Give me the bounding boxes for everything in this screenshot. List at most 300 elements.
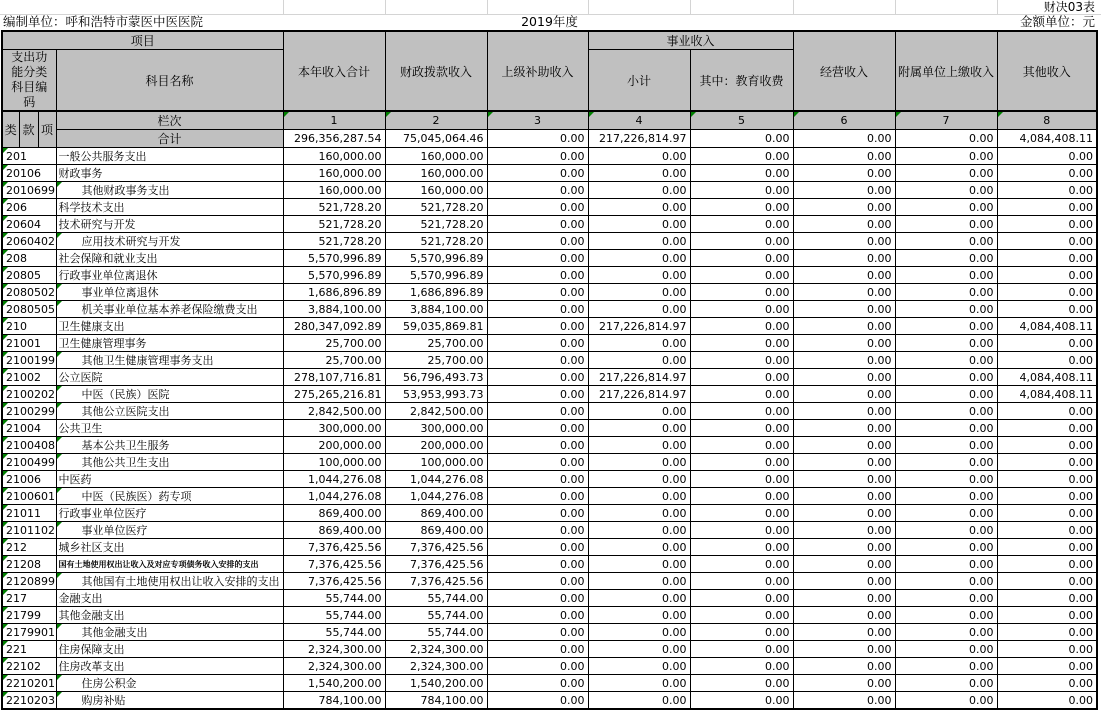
value-cell[interactable]: 55,744.00	[385, 607, 487, 624]
function-code-cell[interactable]: 2210203	[2, 692, 56, 710]
value-cell[interactable]: 0.00	[588, 641, 690, 658]
value-cell[interactable]: 7,376,425.56	[385, 573, 487, 590]
value-cell[interactable]: 0.00	[997, 658, 1097, 675]
value-cell[interactable]: 200,000.00	[283, 437, 385, 454]
value-cell[interactable]: 0.00	[895, 352, 997, 369]
value-cell[interactable]: 0.00	[487, 403, 588, 420]
header-project[interactable]: 项目	[2, 31, 283, 50]
value-cell[interactable]: 0.00	[895, 607, 997, 624]
value-cell[interactable]: 0.00	[793, 692, 895, 710]
value-cell[interactable]: 0.00	[487, 420, 588, 437]
value-cell[interactable]: 0.00	[487, 369, 588, 386]
subject-name-cell[interactable]: 住房改革支出	[56, 658, 283, 675]
function-code-cell[interactable]: 20805	[2, 267, 56, 284]
value-cell[interactable]: 0.00	[895, 641, 997, 658]
value-cell[interactable]: 0.00	[690, 386, 793, 403]
value-cell[interactable]: 0.00	[690, 505, 793, 522]
value-cell[interactable]: 0.00	[487, 539, 588, 556]
function-code-cell[interactable]: 2010699	[2, 182, 56, 199]
function-code-cell[interactable]: 21799	[2, 607, 56, 624]
value-cell[interactable]: 56,796,493.73	[385, 369, 487, 386]
value-cell[interactable]: 0.00	[588, 250, 690, 267]
subject-name-cell[interactable]: 技术研究与开发	[56, 216, 283, 233]
value-cell[interactable]: 0.00	[895, 233, 997, 250]
value-cell[interactable]: 2,842,500.00	[283, 403, 385, 420]
total-row-label[interactable]: 合计	[56, 130, 283, 148]
value-cell[interactable]: 0.00	[690, 352, 793, 369]
value-cell[interactable]: 0.00	[487, 284, 588, 301]
value-cell[interactable]: 0.00	[895, 165, 997, 182]
value-cell[interactable]: 0.00	[793, 471, 895, 488]
subject-name-cell[interactable]: 事业单位离退休	[56, 284, 283, 301]
value-cell[interactable]: 0.00	[997, 556, 1097, 573]
subject-name-cell[interactable]: 金融支出	[56, 590, 283, 607]
header-operating-income[interactable]: 经营收入	[793, 31, 895, 111]
value-cell[interactable]: 0.00	[793, 403, 895, 420]
value-cell[interactable]: 521,728.20	[385, 216, 487, 233]
function-code-cell[interactable]: 217	[2, 590, 56, 607]
value-cell[interactable]: 0.00	[690, 607, 793, 624]
total-value-cell[interactable]: 0.00	[487, 130, 588, 148]
value-cell[interactable]: 784,100.00	[385, 692, 487, 710]
value-cell[interactable]: 0.00	[997, 607, 1097, 624]
value-cell[interactable]: 0.00	[895, 522, 997, 539]
value-cell[interactable]: 0.00	[487, 658, 588, 675]
value-cell[interactable]: 0.00	[997, 454, 1097, 471]
value-cell[interactable]: 0.00	[793, 369, 895, 386]
value-cell[interactable]: 0.00	[690, 675, 793, 692]
function-code-cell[interactable]: 2060402	[2, 233, 56, 250]
value-cell[interactable]: 0.00	[997, 284, 1097, 301]
value-cell[interactable]: 0.00	[895, 488, 997, 505]
value-cell[interactable]: 0.00	[793, 216, 895, 233]
value-cell[interactable]: 280,347,092.89	[283, 318, 385, 335]
function-code-cell[interactable]: 221	[2, 641, 56, 658]
value-cell[interactable]: 0.00	[895, 318, 997, 335]
value-cell[interactable]: 784,100.00	[283, 692, 385, 710]
value-cell[interactable]: 0.00	[487, 165, 588, 182]
value-cell[interactable]: 0.00	[793, 607, 895, 624]
value-cell[interactable]: 521,728.20	[385, 233, 487, 250]
value-cell[interactable]: 0.00	[997, 573, 1097, 590]
function-code-cell[interactable]: 21006	[2, 471, 56, 488]
value-cell[interactable]: 0.00	[997, 675, 1097, 692]
value-cell[interactable]: 0.00	[895, 182, 997, 199]
value-cell[interactable]: 0.00	[690, 420, 793, 437]
value-cell[interactable]: 0.00	[690, 216, 793, 233]
value-cell[interactable]: 2,324,300.00	[385, 641, 487, 658]
value-cell[interactable]: 0.00	[895, 148, 997, 165]
value-cell[interactable]: 869,400.00	[385, 522, 487, 539]
value-cell[interactable]: 0.00	[588, 590, 690, 607]
value-cell[interactable]: 300,000.00	[385, 420, 487, 437]
column-number-4[interactable]: 4	[588, 111, 690, 130]
value-cell[interactable]: 0.00	[487, 216, 588, 233]
value-cell[interactable]: 1,044,276.08	[385, 488, 487, 505]
function-code-cell[interactable]: 2100601	[2, 488, 56, 505]
subject-name-cell[interactable]: 社会保障和就业支出	[56, 250, 283, 267]
total-value-cell[interactable]: 0.00	[895, 130, 997, 148]
value-cell[interactable]: 0.00	[997, 692, 1097, 710]
value-cell[interactable]: 5,570,996.89	[385, 250, 487, 267]
value-cell[interactable]: 0.00	[895, 284, 997, 301]
value-cell[interactable]: 0.00	[895, 573, 997, 590]
value-cell[interactable]: 0.00	[487, 505, 588, 522]
value-cell[interactable]: 0.00	[895, 454, 997, 471]
value-cell[interactable]: 25,700.00	[283, 335, 385, 352]
value-cell[interactable]: 0.00	[997, 165, 1097, 182]
value-cell[interactable]: 0.00	[690, 403, 793, 420]
value-cell[interactable]: 25,700.00	[385, 352, 487, 369]
value-cell[interactable]: 0.00	[793, 539, 895, 556]
value-cell[interactable]: 0.00	[690, 335, 793, 352]
subject-name-cell[interactable]: 应用技术研究与开发	[56, 233, 283, 250]
value-cell[interactable]: 521,728.20	[283, 199, 385, 216]
column-number-1[interactable]: 1	[283, 111, 385, 130]
value-cell[interactable]: 0.00	[895, 437, 997, 454]
value-cell[interactable]: 4,084,408.11	[997, 386, 1097, 403]
value-cell[interactable]: 1,686,896.89	[385, 284, 487, 301]
subject-name-cell[interactable]: 中医（民族医）药专项	[56, 488, 283, 505]
value-cell[interactable]: 0.00	[895, 471, 997, 488]
value-cell[interactable]: 5,570,996.89	[283, 267, 385, 284]
total-value-cell[interactable]: 75,045,064.46	[385, 130, 487, 148]
value-cell[interactable]: 4,084,408.11	[997, 318, 1097, 335]
subject-name-cell[interactable]: 一般公共服务支出	[56, 148, 283, 165]
header-business-income-group[interactable]: 事业收入	[588, 31, 793, 50]
value-cell[interactable]: 55,744.00	[385, 624, 487, 641]
value-cell[interactable]: 55,744.00	[283, 607, 385, 624]
value-cell[interactable]: 0.00	[997, 335, 1097, 352]
value-cell[interactable]: 0.00	[793, 556, 895, 573]
value-cell[interactable]: 0.00	[895, 216, 997, 233]
value-cell[interactable]: 0.00	[793, 267, 895, 284]
total-value-cell[interactable]: 217,226,814.97	[588, 130, 690, 148]
value-cell[interactable]: 0.00	[690, 250, 793, 267]
total-value-cell[interactable]: 0.00	[690, 130, 793, 148]
subject-name-cell[interactable]: 机关事业单位基本养老保险缴费支出	[56, 301, 283, 318]
value-cell[interactable]: 0.00	[997, 624, 1097, 641]
value-cell[interactable]: 0.00	[487, 148, 588, 165]
value-cell[interactable]: 0.00	[588, 199, 690, 216]
function-code-cell[interactable]: 22102	[2, 658, 56, 675]
function-code-cell[interactable]: 2100299	[2, 403, 56, 420]
value-cell[interactable]: 0.00	[588, 216, 690, 233]
subject-name-cell[interactable]: 住房公积金	[56, 675, 283, 692]
value-cell[interactable]: 0.00	[895, 539, 997, 556]
value-cell[interactable]: 869,400.00	[283, 522, 385, 539]
subject-name-cell[interactable]: 其他卫生健康管理事务支出	[56, 352, 283, 369]
value-cell[interactable]: 0.00	[895, 335, 997, 352]
function-code-cell[interactable]: 206	[2, 199, 56, 216]
value-cell[interactable]: 3,884,100.00	[283, 301, 385, 318]
value-cell[interactable]: 0.00	[793, 318, 895, 335]
value-cell[interactable]: 0.00	[793, 437, 895, 454]
value-cell[interactable]: 0.00	[487, 556, 588, 573]
subject-name-cell[interactable]: 卫生健康管理事务	[56, 335, 283, 352]
value-cell[interactable]: 0.00	[588, 437, 690, 454]
subject-name-cell[interactable]: 其他金融支出	[56, 624, 283, 641]
value-cell[interactable]: 100,000.00	[385, 454, 487, 471]
total-value-cell[interactable]: 0.00	[793, 130, 895, 148]
value-cell[interactable]: 0.00	[487, 437, 588, 454]
header-fiscal-income[interactable]: 财政拨款收入	[385, 31, 487, 111]
value-cell[interactable]: 0.00	[690, 182, 793, 199]
value-cell[interactable]: 0.00	[793, 335, 895, 352]
value-cell[interactable]: 5,570,996.89	[385, 267, 487, 284]
value-cell[interactable]: 0.00	[588, 165, 690, 182]
value-cell[interactable]: 0.00	[690, 692, 793, 710]
value-cell[interactable]: 0.00	[793, 182, 895, 199]
header-superior-subsidy[interactable]: 上级补助收入	[487, 31, 588, 111]
value-cell[interactable]: 0.00	[588, 403, 690, 420]
value-cell[interactable]: 0.00	[690, 199, 793, 216]
value-cell[interactable]: 0.00	[997, 437, 1097, 454]
value-cell[interactable]: 0.00	[793, 675, 895, 692]
column-number-3[interactable]: 3	[487, 111, 588, 130]
value-cell[interactable]: 55,744.00	[283, 624, 385, 641]
value-cell[interactable]: 0.00	[487, 624, 588, 641]
function-code-cell[interactable]: 21011	[2, 505, 56, 522]
value-cell[interactable]: 0.00	[997, 301, 1097, 318]
value-cell[interactable]: 0.00	[487, 335, 588, 352]
value-cell[interactable]: 0.00	[588, 148, 690, 165]
value-cell[interactable]: 0.00	[793, 250, 895, 267]
function-code-cell[interactable]: 212	[2, 539, 56, 556]
value-cell[interactable]: 0.00	[588, 539, 690, 556]
header-lanci[interactable]: 栏次	[56, 111, 283, 130]
value-cell[interactable]: 0.00	[997, 539, 1097, 556]
value-cell[interactable]: 7,376,425.56	[385, 556, 487, 573]
value-cell[interactable]: 0.00	[793, 590, 895, 607]
value-cell[interactable]: 0.00	[487, 607, 588, 624]
value-cell[interactable]: 0.00	[793, 454, 895, 471]
value-cell[interactable]: 0.00	[690, 148, 793, 165]
total-value-cell[interactable]: 296,356,287.54	[283, 130, 385, 148]
value-cell[interactable]: 0.00	[997, 216, 1097, 233]
value-cell[interactable]: 0.00	[793, 284, 895, 301]
value-cell[interactable]: 0.00	[895, 386, 997, 403]
value-cell[interactable]: 0.00	[793, 233, 895, 250]
value-cell[interactable]: 0.00	[588, 284, 690, 301]
value-cell[interactable]: 0.00	[487, 318, 588, 335]
subject-name-cell[interactable]: 事业单位医疗	[56, 522, 283, 539]
value-cell[interactable]: 4,084,408.11	[997, 369, 1097, 386]
function-code-cell[interactable]: 2080505	[2, 301, 56, 318]
value-cell[interactable]: 0.00	[487, 199, 588, 216]
value-cell[interactable]: 7,376,425.56	[283, 539, 385, 556]
value-cell[interactable]: 0.00	[588, 352, 690, 369]
function-code-cell[interactable]: 2210201	[2, 675, 56, 692]
value-cell[interactable]: 0.00	[487, 522, 588, 539]
value-cell[interactable]: 0.00	[793, 624, 895, 641]
value-cell[interactable]: 0.00	[895, 624, 997, 641]
subject-name-cell[interactable]: 基本公共卫生服务	[56, 437, 283, 454]
subject-name-cell[interactable]: 公立医院	[56, 369, 283, 386]
subject-name-cell[interactable]: 其他国有土地使用权出让收入安排的支出	[56, 573, 283, 590]
value-cell[interactable]: 0.00	[690, 284, 793, 301]
value-cell[interactable]: 0.00	[997, 471, 1097, 488]
subject-name-cell[interactable]: 购房补贴	[56, 692, 283, 710]
value-cell[interactable]: 0.00	[690, 165, 793, 182]
value-cell[interactable]: 0.00	[588, 658, 690, 675]
value-cell[interactable]: 7,376,425.56	[283, 556, 385, 573]
value-cell[interactable]: 0.00	[690, 318, 793, 335]
value-cell[interactable]: 0.00	[588, 471, 690, 488]
value-cell[interactable]: 0.00	[690, 369, 793, 386]
value-cell[interactable]: 0.00	[997, 505, 1097, 522]
value-cell[interactable]: 0.00	[487, 182, 588, 199]
value-cell[interactable]: 0.00	[793, 199, 895, 216]
value-cell[interactable]: 1,044,276.08	[283, 471, 385, 488]
value-cell[interactable]: 217,226,814.97	[588, 386, 690, 403]
subject-name-cell[interactable]: 行政事业单位离退休	[56, 267, 283, 284]
subject-name-cell[interactable]: 公共卫生	[56, 420, 283, 437]
value-cell[interactable]: 5,570,996.89	[283, 250, 385, 267]
value-cell[interactable]: 0.00	[487, 590, 588, 607]
function-code-cell[interactable]: 2100408	[2, 437, 56, 454]
value-cell[interactable]: 0.00	[588, 675, 690, 692]
value-cell[interactable]: 0.00	[997, 488, 1097, 505]
value-cell[interactable]: 0.00	[588, 182, 690, 199]
value-cell[interactable]: 0.00	[487, 573, 588, 590]
function-code-cell[interactable]: 2100199	[2, 352, 56, 369]
subject-name-cell[interactable]: 财政事务	[56, 165, 283, 182]
value-cell[interactable]: 25,700.00	[283, 352, 385, 369]
value-cell[interactable]: 0.00	[793, 505, 895, 522]
subject-name-cell[interactable]: 住房保障支出	[56, 641, 283, 658]
function-code-cell[interactable]: 2100202	[2, 386, 56, 403]
column-number-6[interactable]: 6	[793, 111, 895, 130]
function-code-cell[interactable]: 2179901	[2, 624, 56, 641]
value-cell[interactable]: 1,540,200.00	[385, 675, 487, 692]
value-cell[interactable]: 100,000.00	[283, 454, 385, 471]
subject-name-cell[interactable]: 行政事业单位医疗	[56, 505, 283, 522]
value-cell[interactable]: 0.00	[895, 267, 997, 284]
value-cell[interactable]: 160,000.00	[385, 148, 487, 165]
value-cell[interactable]: 0.00	[588, 335, 690, 352]
value-cell[interactable]: 0.00	[588, 522, 690, 539]
function-code-cell[interactable]: 2120899	[2, 573, 56, 590]
value-cell[interactable]: 0.00	[588, 505, 690, 522]
value-cell[interactable]: 0.00	[487, 386, 588, 403]
value-cell[interactable]: 0.00	[793, 420, 895, 437]
value-cell[interactable]: 0.00	[690, 556, 793, 573]
subject-name-cell[interactable]: 国有土地使用权出让收入及对应专项债务收入安排的支出	[56, 556, 283, 573]
value-cell[interactable]: 0.00	[588, 488, 690, 505]
value-cell[interactable]: 0.00	[487, 675, 588, 692]
value-cell[interactable]: 0.00	[997, 250, 1097, 267]
value-cell[interactable]: 7,376,425.56	[283, 573, 385, 590]
value-cell[interactable]: 0.00	[997, 267, 1097, 284]
value-cell[interactable]: 0.00	[487, 454, 588, 471]
subject-name-cell[interactable]: 其他公立医院支出	[56, 403, 283, 420]
value-cell[interactable]: 0.00	[793, 641, 895, 658]
function-code-cell[interactable]: 21002	[2, 369, 56, 386]
value-cell[interactable]: 278,107,716.81	[283, 369, 385, 386]
value-cell[interactable]: 0.00	[588, 624, 690, 641]
value-cell[interactable]: 0.00	[997, 403, 1097, 420]
value-cell[interactable]: 0.00	[690, 267, 793, 284]
value-cell[interactable]: 1,540,200.00	[283, 675, 385, 692]
value-cell[interactable]: 521,728.20	[283, 216, 385, 233]
value-cell[interactable]: 3,884,100.00	[385, 301, 487, 318]
function-code-cell[interactable]: 2080502	[2, 284, 56, 301]
header-total-income[interactable]: 本年收入合计	[283, 31, 385, 111]
value-cell[interactable]: 0.00	[690, 488, 793, 505]
value-cell[interactable]: 300,000.00	[283, 420, 385, 437]
value-cell[interactable]: 0.00	[690, 471, 793, 488]
value-cell[interactable]: 0.00	[487, 301, 588, 318]
value-cell[interactable]: 0.00	[690, 573, 793, 590]
value-cell[interactable]: 0.00	[895, 199, 997, 216]
value-cell[interactable]: 0.00	[690, 233, 793, 250]
value-cell[interactable]: 1,044,276.08	[385, 471, 487, 488]
subject-name-cell[interactable]: 中医（民族）医院	[56, 386, 283, 403]
function-code-cell[interactable]: 201	[2, 148, 56, 165]
value-cell[interactable]: 0.00	[997, 641, 1097, 658]
column-number-5[interactable]: 5	[690, 111, 793, 130]
value-cell[interactable]: 2,324,300.00	[283, 658, 385, 675]
value-cell[interactable]: 0.00	[895, 403, 997, 420]
value-cell[interactable]: 2,324,300.00	[283, 641, 385, 658]
value-cell[interactable]: 0.00	[487, 488, 588, 505]
value-cell[interactable]: 521,728.20	[385, 199, 487, 216]
subject-name-cell[interactable]: 卫生健康支出	[56, 318, 283, 335]
value-cell[interactable]: 160,000.00	[283, 182, 385, 199]
value-cell[interactable]: 0.00	[588, 556, 690, 573]
value-cell[interactable]: 0.00	[997, 420, 1097, 437]
value-cell[interactable]: 521,728.20	[283, 233, 385, 250]
function-code-cell[interactable]: 210	[2, 318, 56, 335]
value-cell[interactable]: 217,226,814.97	[588, 318, 690, 335]
value-cell[interactable]: 0.00	[997, 182, 1097, 199]
value-cell[interactable]: 0.00	[895, 369, 997, 386]
subject-name-cell[interactable]: 科学技术支出	[56, 199, 283, 216]
header-subject-name[interactable]: 科目名称	[56, 50, 283, 112]
value-cell[interactable]: 0.00	[895, 590, 997, 607]
value-cell[interactable]: 0.00	[690, 641, 793, 658]
value-cell[interactable]: 0.00	[690, 624, 793, 641]
value-cell[interactable]: 160,000.00	[283, 148, 385, 165]
function-code-cell[interactable]: 2101102	[2, 522, 56, 539]
subject-name-cell[interactable]: 其他财政事务支出	[56, 182, 283, 199]
value-cell[interactable]: 0.00	[487, 352, 588, 369]
value-cell[interactable]: 0.00	[690, 522, 793, 539]
value-cell[interactable]: 59,035,869.81	[385, 318, 487, 335]
function-code-cell[interactable]: 20604	[2, 216, 56, 233]
value-cell[interactable]: 53,953,993.73	[385, 386, 487, 403]
value-cell[interactable]: 0.00	[793, 301, 895, 318]
subject-name-cell[interactable]: 其他公共卫生支出	[56, 454, 283, 471]
value-cell[interactable]: 0.00	[690, 590, 793, 607]
function-code-cell[interactable]: 20106	[2, 165, 56, 182]
value-cell[interactable]: 0.00	[895, 505, 997, 522]
value-cell[interactable]: 0.00	[793, 386, 895, 403]
value-cell[interactable]: 0.00	[997, 199, 1097, 216]
header-function-code[interactable]: 支出功能分类科目编码	[2, 50, 56, 112]
value-cell[interactable]: 0.00	[793, 165, 895, 182]
value-cell[interactable]: 0.00	[793, 573, 895, 590]
value-cell[interactable]: 1,686,896.89	[283, 284, 385, 301]
value-cell[interactable]: 0.00	[895, 301, 997, 318]
value-cell[interactable]: 0.00	[690, 454, 793, 471]
value-cell[interactable]: 160,000.00	[385, 182, 487, 199]
value-cell[interactable]: 869,400.00	[385, 505, 487, 522]
column-number-2[interactable]: 2	[385, 111, 487, 130]
value-cell[interactable]: 0.00	[487, 250, 588, 267]
value-cell[interactable]: 0.00	[895, 420, 997, 437]
